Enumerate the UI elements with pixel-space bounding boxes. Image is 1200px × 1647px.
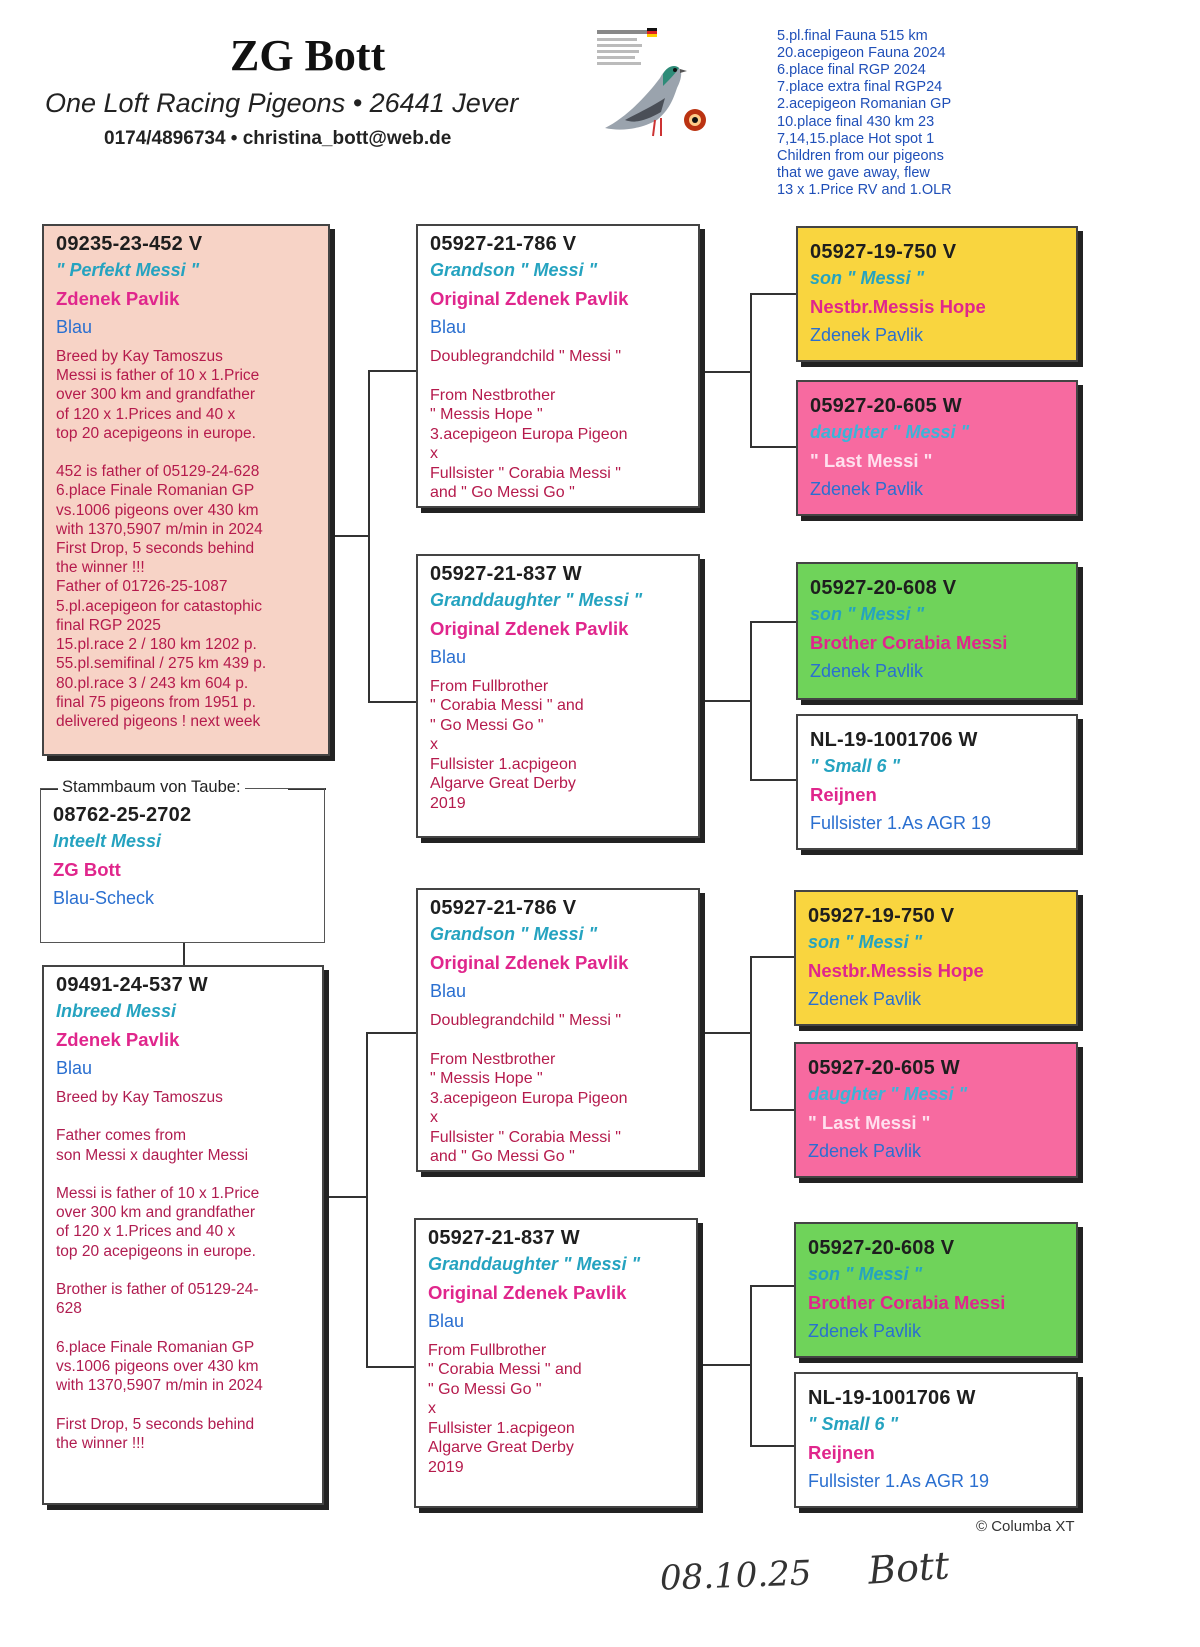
great-grandparent-card-4[interactable] — [796, 714, 1078, 850]
pigeon-name: son " Messi " — [810, 268, 925, 289]
pigeon-color: Blau — [428, 1310, 465, 1331]
sire-card[interactable] — [42, 224, 330, 756]
connector — [750, 1445, 794, 1447]
breeder: Original Zdenek Pavlik — [430, 288, 629, 310]
ring-number: 08762-25-2702 — [53, 804, 192, 826]
grandparent-card-sire-sire[interactable] — [416, 224, 700, 508]
ring-number: 05927-21-786 V — [430, 233, 577, 255]
breeder: Original Zdenek Pavlik — [430, 618, 629, 640]
pigeon-color: Zdenek Pavlik — [810, 660, 924, 681]
page-subtitle: One Loft Racing Pigeons • 26441 Jever — [45, 88, 519, 118]
connector — [366, 1032, 416, 1034]
connector — [750, 446, 796, 448]
pigeon-name: " Small 6 " — [810, 756, 901, 777]
pigeon-name: daughter " Messi " — [808, 1084, 968, 1105]
pigeon-notes: Doublegrandchild " Messi " From Nestbrother " Messis Hope " 3.acepigeon Europa Pigeon x Fullsister " Corabia Messi " and " Go Messi Go " — [430, 347, 628, 502]
great-grandparent-card-1[interactable] — [796, 226, 1078, 362]
connector — [750, 956, 752, 1109]
contact-info: 0174/4896734 • christina_bott@web.de — [104, 128, 452, 149]
pigeon-name: son " Messi " — [810, 604, 925, 625]
pigeon-color: Zdenek Pavlik — [808, 988, 922, 1009]
pigeon-name: Inteelt Messi — [53, 831, 162, 852]
connector — [750, 621, 796, 623]
pigeon-color: Zdenek Pavlik — [810, 324, 924, 345]
pigeon-color: Fullsister 1.As AGR 19 — [810, 812, 992, 833]
connector — [750, 1109, 794, 1111]
connector — [750, 779, 796, 781]
ring-number: NL-19-1001706 W — [808, 1387, 976, 1409]
grandparent-card-dam-dam[interactable] — [414, 1218, 698, 1508]
ring-number: 05927-20-608 V — [810, 577, 957, 599]
pigeon-notes: From Fullbrother " Corabia Messi " and " Go Messi Go " x Fullsister 1.acpigeon Algarve Great Derby 2019 — [430, 677, 584, 812]
ring-number: 05927-19-750 V — [808, 905, 955, 927]
connector — [750, 956, 794, 958]
ring-number: 09235-23-452 V — [56, 233, 203, 255]
pigeon-notes: Doublegrandchild " Messi " From Nestbrother " Messis Hope " 3.acepigeon Europa Pigeon x Fullsister " Corabia Messi " and " Go Messi Go " — [430, 1011, 628, 1166]
pigeon-name: son " Messi " — [808, 932, 923, 953]
connector — [183, 943, 185, 965]
ring-number: 05927-20-608 V — [808, 1237, 955, 1259]
connector — [324, 1196, 366, 1198]
ring-number: 05927-20-605 W — [808, 1057, 960, 1079]
breeder: ZG Bott — [53, 859, 121, 881]
pigeon-color: Blau — [430, 646, 467, 667]
pigeon-color: Zdenek Pavlik — [810, 478, 924, 499]
ring-number: 05927-21-837 W — [428, 1227, 580, 1249]
pigeon-color: Fullsister 1.As AGR 19 — [808, 1470, 990, 1491]
connector — [700, 371, 750, 373]
breeder: Brother Corabia Messi — [810, 632, 1008, 654]
pigeon-color: Blau — [430, 980, 467, 1001]
great-grandparent-card-3[interactable] — [796, 562, 1078, 700]
ring-number: 05927-20-605 W — [810, 395, 962, 417]
connector — [368, 370, 416, 372]
breeder: Nestbr.Messis Hope — [808, 960, 984, 982]
great-grandparent-card-5[interactable] — [794, 890, 1078, 1026]
connector — [700, 700, 750, 702]
connector — [750, 293, 796, 295]
pigeon-notes: Breed by Kay Tamoszus Father comes from son Messi x daughter Messi Messi is father of 10 x 1.Price over 300 km and grandfather of 120 x 1.Prices and 40 x top 20 acepigeons in europe. Brother is father of 05129-24- 628 6.place Finale Romanian GP vs.1006 pigeons over 430 km with 1370,5907 m/min in 2024 First Drop, 5 seconds behind the winner !!! — [56, 1088, 263, 1452]
page-title: ZG Bott — [230, 31, 386, 80]
connector — [366, 1032, 368, 1366]
connector — [366, 1366, 414, 1368]
dam-card[interactable] — [42, 965, 324, 1505]
breeder: Zdenek Pavlik — [56, 1029, 180, 1051]
pigeon-name: Granddaughter " Messi " — [428, 1254, 641, 1275]
grandparent-card-sire-dam[interactable] — [416, 554, 700, 838]
connector — [750, 1285, 794, 1287]
pigeon-color: Blau — [56, 1057, 93, 1078]
connector — [330, 535, 368, 537]
ring-number: 05927-21-837 W — [430, 563, 582, 585]
ring-number: NL-19-1001706 W — [810, 729, 978, 751]
breeder: Nestbr.Messis Hope — [810, 296, 986, 318]
handwritten-date: 08.10.25 — [659, 1553, 813, 1599]
breeder: Reijnen — [808, 1442, 875, 1464]
great-grandparent-card-8[interactable] — [794, 1372, 1078, 1508]
handwritten-signature: Bott — [866, 1543, 951, 1593]
pigeon-color: Blau-Scheck — [53, 887, 155, 908]
ring-number: 05927-21-786 V — [430, 897, 577, 919]
breeder: Zdenek Pavlik — [56, 288, 180, 310]
pigeon-name: " Perfekt Messi " — [56, 260, 200, 281]
pigeon-name: Grandson " Messi " — [430, 924, 598, 945]
breeder: Original Zdenek Pavlik — [428, 1282, 627, 1304]
ring-number: 05927-19-750 V — [810, 241, 957, 263]
breeder: Brother Corabia Messi — [808, 1292, 1006, 1314]
pigeon-color: Blau — [430, 316, 467, 337]
breeder: " Last Messi " — [810, 450, 933, 472]
connector — [698, 1364, 750, 1366]
pigeon-name: daughter " Messi " — [810, 422, 970, 443]
pigeon-name: Grandson " Messi " — [430, 260, 598, 281]
pigeon-notes: From Fullbrother " Corabia Messi " and " Go Messi Go " x Fullsister 1.acpigeon Algarve Great Derby 2019 — [428, 1341, 582, 1476]
pigeon-color: Zdenek Pavlik — [808, 1320, 922, 1341]
connector — [700, 1032, 750, 1034]
subject-card[interactable] — [40, 788, 325, 943]
breeder: Original Zdenek Pavlik — [430, 952, 629, 974]
great-grandparent-card-2[interactable] — [796, 380, 1078, 516]
connector — [750, 1285, 752, 1445]
ring-number: 09491-24-537 W — [56, 974, 208, 996]
pigeon-name: " Small 6 " — [808, 1414, 899, 1435]
pigeon-name: Granddaughter " Messi " — [430, 590, 643, 611]
pigeon-notes: Breed by Kay Tamoszus Messi is father of 10 x 1.Price over 300 km and grandfather of 120 x 1.Prices and 40 x top 20 acepigeons in europe. 452 is father of 05129-24-628 6.place Finale Romanian GP vs.1006 pigeons over 430 km with 1370,5907 m/min in 2024 First Drop, 5 seconds behind the winner !!! Father of 01726-25-1087 5.pl.acepigeon for catastophic final RGP 2025 15.pl.race 2 / 180 km 1202 p. 55.pl.semifinal / 275 km 439 p. 80.pl.race 3 / 243 km 604 p. final 75 pigeons from 1951 p. delivered pigeons ! next week — [56, 347, 267, 731]
connector — [750, 293, 752, 446]
connector — [368, 370, 370, 701]
pigeon-logo — [595, 28, 725, 158]
connector — [368, 701, 416, 703]
great-grandparent-card-7[interactable] — [794, 1222, 1078, 1358]
pigeon-name: Inbreed Messi — [56, 1001, 177, 1022]
great-grandparent-card-6[interactable] — [794, 1042, 1078, 1178]
achievements-list: 5.pl.final Fauna 515 km 20.acepigeon Fauna 2024 6.place final RGP 2024 7.place extra final RGP24 2.acepigeon Romanian GP 10.place final 430 km 23 7,14,15.place Hot spot 1 Children from our pigeons that we gave away, flew 13 x 1.Price RV and 1.OLR — [777, 28, 952, 198]
connector — [750, 621, 752, 779]
subject-legend: Stammbaum von Taube: — [58, 778, 245, 797]
copyright: © Columba XT — [976, 1518, 1075, 1535]
pigeon-name: son " Messi " — [808, 1264, 923, 1285]
pigeon-color: Zdenek Pavlik — [808, 1140, 922, 1161]
breeder: Reijnen — [810, 784, 877, 806]
pigeon-color: Blau — [56, 316, 93, 337]
grandparent-card-dam-sire[interactable] — [416, 888, 700, 1172]
breeder: " Last Messi " — [808, 1112, 931, 1134]
